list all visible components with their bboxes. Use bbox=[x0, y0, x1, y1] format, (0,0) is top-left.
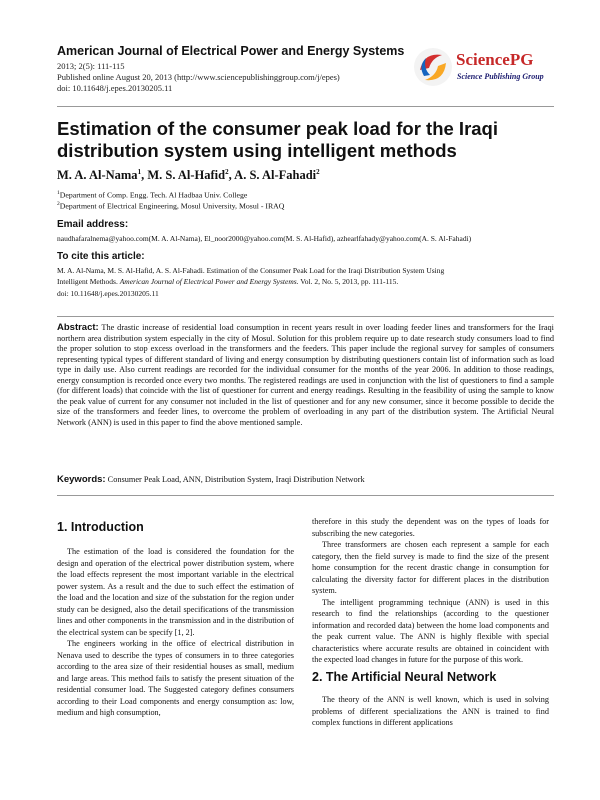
paragraph: The theory of the ANN is well known, which is used in solving problems of different specializations the ANN is trained to find complex functions in different applications bbox=[312, 695, 549, 727]
affiliation: $^1$Department of Comp. Engg. Tech. Al Hadbaa Univ. College bbox=[57, 190, 248, 200]
intro-column-right bbox=[312, 516, 549, 666]
journal-volume: 2013; 2(5): 111-115 bbox=[57, 61, 125, 71]
sciencepg-logo bbox=[412, 44, 554, 90]
email-addresses: naudhafaralnema@yahoo.com(M. A. Al-Nama), El_noor2000@yahoo.com(M. S. Al-Hafid), azhearlfahady@yahoo.com(A. S. Al-Fahadi) bbox=[57, 234, 472, 243]
author-list: M. A. Al-Nama$^1$, M. S. Al-Hafid$^2$, A. S. Al-Fahadi$^2$ bbox=[57, 168, 320, 183]
abstract bbox=[57, 323, 554, 428]
author-sup: 2 bbox=[316, 168, 320, 176]
author-sup: 1 bbox=[137, 168, 142, 176]
journal-name: American Journal of Electrical Power and Energy Systems bbox=[57, 44, 405, 58]
section-heading-introduction: 1. Introduction bbox=[57, 520, 144, 534]
abstract-text: The drastic increase of residential load consumption in recent years result in over loading feeder lines and transformers for the Iraqi northern area distribution system especially in the city of Mosul. Solution for this problem require up to date research study consumers load to find the proper solution to stop excess overload in the transformers and the feeders. This paper include the regional survey for samples of consumers representing typical types of different standard of living and energy consumption by distributing questioners contain list of information such as load type in daily use. Also current readings are recorded for the individual consumer for the months of the year 2006. In addition to those readings, energy consumption is recorded once every two months. The registered readings are used in conjunction with the list of questioners to find a sample (for different loads) that coincide with the list of questioner for current and energy readings. Resulting in the feasibility of using the sample to know the peak value of current for any consumer not included in the list of questioner and for any new consumer, since it become possible to decide the size of the transformers and feeder lines, to overcome the problem of overloading in any part of the distribution system. The Artificial Neural Network (ANN) is used in this paper to find the above mentioned sample. bbox=[57, 323, 554, 427]
cite-label: To cite this article: bbox=[57, 251, 145, 262]
abstract-divider-top bbox=[57, 316, 554, 317]
author-sup: 2 bbox=[225, 168, 229, 176]
keywords-text: Consumer Peak Load, ANN, Distribution System, Iraqi Distribution Network bbox=[107, 475, 365, 484]
paragraph: therefore in this study the dependent was on the types of loads for subscribing the new categories. bbox=[312, 517, 549, 538]
author-name: M. A. Al-Nama bbox=[57, 168, 138, 183]
keywords bbox=[57, 474, 554, 485]
journal-doi: doi: 10.11648/j.epes.20130205.11 bbox=[57, 83, 173, 93]
abstract-label: Abstract: bbox=[57, 322, 99, 333]
paragraph: Three transformers are chosen each represent a sample for each category, then the field survey is made to find the size of the present home consumption for the recent drastic change in consumption for calculating the diversity factor for different places in the distribution system. bbox=[312, 540, 549, 595]
paragraph: The intelligent programming technique (ANN) is used in this research to find the relationships (according to the questioner information and recorded data) between the home load components and the peak current value. The ANN is highly flexible with special characteristics where accurate results are obtained in coincident with the expected load changes in future for the purpose of this work. bbox=[312, 597, 549, 664]
paragraph: The estimation of the load is considered the foundation for the design and operation of the electrical power distribution system, where the load effects represent the most important variable in the electrical power system. As a result and the due to such effect the estimation of the load and the location and size of the substation for the region under study can be designed, also the detail specifications of the transmission lines and other components in the transmission and in the distribution of the electrical system can be specify [1, 2]. bbox=[57, 547, 294, 637]
keywords-divider bbox=[57, 495, 554, 496]
citation-line: M. A. Al-Nama, M. S. Al-Hafid, A. S. Al-Fahadi. Estimation of the Consumer Peak Load for the Iraqi Distribution System Using bbox=[57, 266, 445, 275]
journal-header bbox=[57, 44, 554, 104]
logo-name: SciencePG bbox=[456, 50, 534, 69]
header-divider bbox=[57, 106, 554, 107]
keywords-label: Keywords: bbox=[57, 474, 106, 485]
journal-published: Published online August 20, 2013 (http://www.sciencepublishinggroup.com/j/epes) bbox=[57, 72, 340, 82]
section-heading-ann: 2. The Artificial Neural Network bbox=[312, 670, 497, 684]
author-name: M. S. Al-Hafid bbox=[147, 168, 226, 183]
paragraph: The engineers working in the office of electrical distribution in Nenava used to describe the types of consumers in to three categories according to the area size of their residential houses as small, medium and large areas. This method fails to satisfy the present situation of the residential consumer load. The Suggested category defines consumers according to their Load components and energy consumption as: low, medium and high consumption, bbox=[57, 639, 294, 717]
paper-title: Estimation of the consumer peak load for the Iraqi distribution system using intelligent methods bbox=[57, 118, 498, 161]
citation-line: Intelligent Methods. American Journal of Electrical Power and Energy Systems. Vol. 2, No. 5, 2013, pp. 111-115. bbox=[57, 277, 399, 286]
email-label: Email address: bbox=[57, 219, 129, 230]
sciencepg-swirl-logo-icon bbox=[412, 46, 454, 88]
affiliation: $^2$Department of Electrical Engineering, Mosul University, Mosul - IRAQ bbox=[57, 201, 285, 211]
paper-page bbox=[57, 0, 554, 800]
citation-doi: doi: 10.11648/j.epes.20130205.11 bbox=[57, 289, 159, 298]
ann-column-right bbox=[312, 694, 549, 729]
logo-subtitle: Science Publishing Group bbox=[457, 72, 544, 81]
author-name: A. S. Al-Fahadi bbox=[234, 168, 317, 183]
intro-column-left bbox=[57, 546, 294, 719]
